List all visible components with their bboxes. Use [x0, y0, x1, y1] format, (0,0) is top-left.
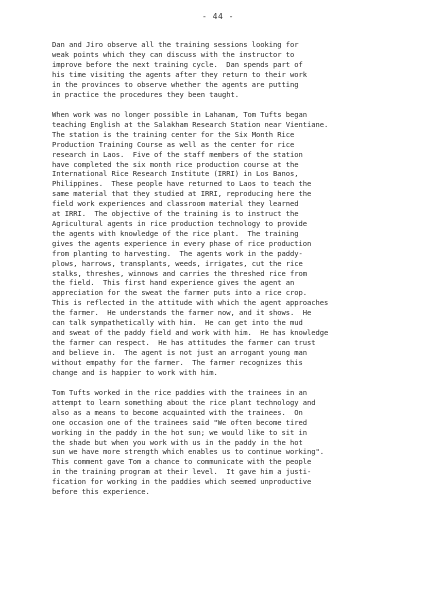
- text-line: Dan and Jiro observe all the training sessions looking for: [52, 40, 299, 49]
- text-line: in the training program at their level. It gave him a justi-: [52, 467, 312, 477]
- text-line: from planting to harvesting. The agents work in the paddy-: [52, 248, 303, 258]
- text-line: and sweat of the paddy field and work with him. He has knowledge: [52, 327, 329, 337]
- page-number: - 44 -: [202, 12, 234, 21]
- text-line: same material that they studied at IRRI, reproducing here the: [52, 189, 312, 199]
- text-line: International Rice Research Institute (IRRI) in Los Banos,: [52, 169, 299, 179]
- text-line: teaching English at the Salakham Research Station near Vientiane.: [52, 119, 329, 129]
- text-line: also as a means to become acquainted with the trainees. On: [52, 407, 303, 417]
- text-line: The station is the training center for the Six Month Rice: [52, 129, 295, 139]
- text-line: and believe in. The agent is not just an arrogant young man: [52, 347, 307, 357]
- text-line: the shade but when you work with us in the paddy in the hot: [52, 437, 303, 447]
- text-line: working in the paddy in the hot sun; we would like to sit in: [52, 427, 307, 437]
- text-line: at IRRI. The objective of the training is to instruct the: [52, 209, 299, 219]
- text-line: his time visiting the agents after they return to their work: [52, 69, 307, 79]
- text-line: Tom Tufts worked in the rice paddies with the trainees in an: [52, 388, 307, 397]
- text-line: attempt to learn something about the rice plant technology and: [52, 397, 316, 407]
- text-line: plows, harrows, transplants, weeds, irrigates, cut the rice: [52, 258, 303, 268]
- paragraph-salakham-station: [52, 110, 412, 377]
- text-line: This comment gave Tom a chance to communicate with the people: [52, 457, 312, 467]
- text-line: sun we have more strength which enables us to continue working".: [52, 447, 324, 457]
- text-line: This is reflected in the attitude with which the agent approaches: [52, 298, 329, 308]
- text-line: in the provinces to observe whether the agents are putting: [52, 79, 299, 89]
- text-line: Production Training Course as well as the center for rice: [52, 139, 295, 149]
- text-line: the agents with knowledge of the rice plant. The training: [52, 228, 299, 238]
- text-line: appreciation for the sweat the farmer puts into a rice crop.: [52, 288, 307, 298]
- text-line: have completed the six month rice production course at the: [52, 159, 299, 169]
- text-line: change and is happier to work with him.: [52, 367, 218, 377]
- text-line: before this experience.: [52, 487, 150, 497]
- paragraph-training-observation: [52, 40, 412, 99]
- text-line: fication for working in the paddies which seemed unproductive: [52, 477, 312, 487]
- paragraph-rice-paddies: [52, 388, 412, 497]
- text-line: field work experiences and classroom material they learned: [52, 199, 299, 209]
- text-line: can talk sympathetically with him. He can get into the mud: [52, 318, 303, 328]
- text-line: gives the agents experience in every phase of rice production: [52, 238, 312, 248]
- text-line: Agricultural agents in rice production technology to provide: [52, 218, 307, 228]
- text-line: the field. This first hand experience gives the agent an: [52, 278, 295, 288]
- text-line: in practice the procedures they been taught.: [52, 89, 239, 99]
- text-line: stalks, threshes, winnows and carries the threshed rice from: [52, 268, 307, 278]
- text-line: without empathy for the farmer. The farmer recognizes this: [52, 357, 303, 367]
- text-line: improve before the next training cycle. Dan spends part of: [52, 59, 303, 69]
- text-line: the farmer. He understands the farmer now, and it shows. He: [52, 308, 312, 318]
- text-line: the farmer can respect. He has attitudes the farmer can trust: [52, 337, 316, 347]
- text-line: Philippines. These people have returned to Laos to teach the: [52, 179, 312, 189]
- text-line: When work was no longer possible in Lahanam, Tom Tufts began: [52, 110, 307, 119]
- text-line: weak points which they can discuss with the instructor to: [52, 49, 295, 59]
- text-line: one occasion one of the trainees said "We often become tired: [52, 417, 307, 427]
- text-line: research in Laos. Five of the staff members of the station: [52, 149, 303, 159]
